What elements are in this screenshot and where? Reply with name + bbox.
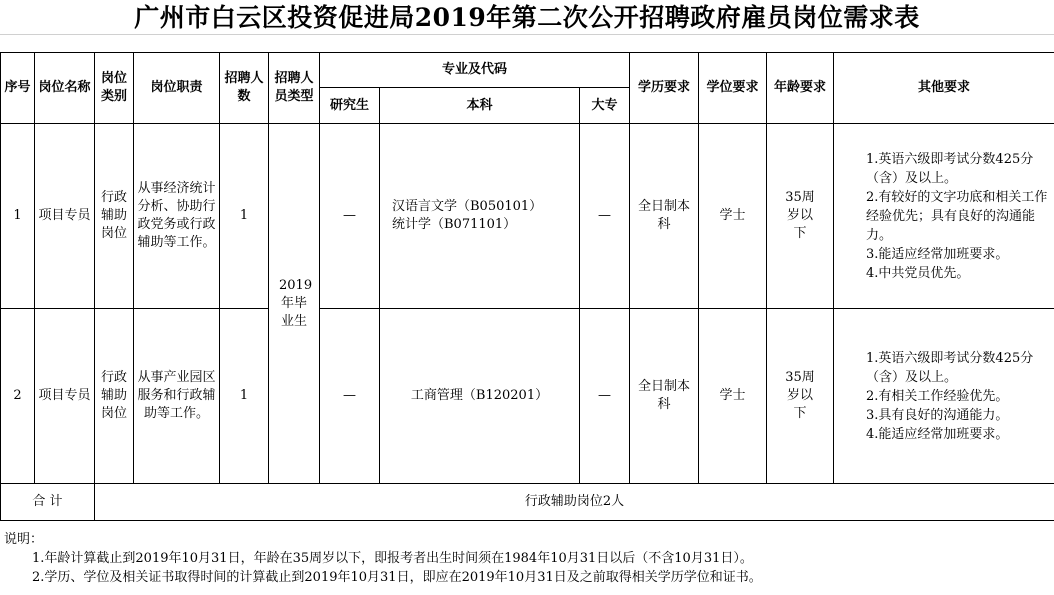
header-recruit-type: 招聘人员类型 — [269, 53, 320, 124]
header-seq: 序号 — [1, 53, 35, 124]
major-item: 工商管理（B120201） — [410, 388, 549, 403]
major-item: 统计学（B071101） — [392, 217, 517, 232]
header-college: 大专 — [580, 88, 630, 124]
cell-duty: 从事产业园区服务和行政辅助等工作。 — [134, 309, 220, 484]
header-graduate: 研究生 — [320, 88, 380, 124]
cell-degree: 学士 — [699, 124, 767, 309]
cell-other-requirements — [834, 309, 1054, 484]
cell-age: 35周岁以下 — [767, 309, 834, 484]
page-title: 广州市白云区投资促进局2019年第二次公开招聘政府雇员岗位需求表 — [134, 3, 920, 32]
cell-bachelor-majors — [380, 124, 580, 309]
cell-graduate: — — [320, 309, 380, 484]
requirement-line: 1.英语六级即考试分数425分（含）及以上。 — [866, 350, 1034, 385]
requirement-line: 4.中共党员优先。 — [866, 265, 970, 281]
header-other: 其他要求 — [834, 53, 1054, 124]
cell-seq: 1 — [1, 124, 35, 309]
requirement-line: 3.能适应经常加班要求。 — [866, 246, 1009, 262]
cell-position-type: 行政辅助岗位 — [95, 309, 134, 484]
total-value: 行政辅助岗位2人 — [95, 484, 1054, 521]
cell-education: 全日制本科 — [630, 309, 699, 484]
header-bachelor: 本科 — [380, 88, 580, 124]
cell-position-name: 项目专员 — [35, 309, 95, 484]
table-row — [1, 124, 1054, 309]
header-degree: 学位要求 — [699, 53, 767, 124]
total-label: 合 计 — [1, 484, 95, 521]
cell-count: 1 — [220, 309, 269, 484]
cell-position-type: 行政辅助岗位 — [95, 124, 134, 309]
header-position-name: 岗位名称 — [35, 53, 95, 124]
spreadsheet-gridline — [0, 34, 1054, 53]
cell-age: 35周岁以下 — [767, 124, 834, 309]
note-line: 2.学历、学位及相关证书取得时间的计算截止到2019年10月31日，即应在2019年10月31日及之前取得相关学历学位和证书。 — [32, 570, 762, 585]
cell-bachelor-majors — [380, 309, 580, 484]
cell-graduate: — — [320, 124, 380, 309]
note-line: 1.年龄计算截止到2019年10月31日，年龄在35周岁以下，即报考者出生时间须在1984年10月31日以后（不含10月31日）。 — [32, 551, 753, 566]
requirements-table — [0, 52, 1054, 521]
total-row — [1, 484, 1054, 521]
header-position-type: 岗位类别 — [95, 53, 134, 124]
header-age: 年龄要求 — [767, 53, 834, 124]
header-row-1 — [1, 53, 1054, 88]
table-row — [1, 309, 1054, 484]
cell-education: 全日制本科 — [630, 124, 699, 309]
requirement-line: 4.能适应经常加班要求。 — [866, 426, 1009, 442]
header-major-group: 专业及代码 — [320, 53, 630, 88]
cell-duty: 从事经济统计分析、协助行政党务或行政辅助等工作。 — [134, 124, 220, 309]
cell-college: — — [580, 124, 630, 309]
header-count: 招聘人数 — [220, 53, 269, 124]
cell-other-requirements — [834, 124, 1054, 309]
notes-label: 说明： — [4, 532, 44, 547]
cell-recruit-type: 2019年毕业生 — [269, 124, 320, 484]
requirement-line: 2.有较好的文字功底和相关工作经验优先；具有良好的沟通能力。 — [866, 189, 1048, 243]
notes-section — [4, 530, 1050, 587]
header-duty: 岗位职责 — [134, 53, 220, 124]
cell-college: — — [580, 309, 630, 484]
cell-degree: 学士 — [699, 309, 767, 484]
major-item: 汉语言文学（B050101） — [392, 199, 543, 214]
requirement-line: 1.英语六级即考试分数425分（含）及以上。 — [866, 151, 1034, 186]
cell-position-name: 项目专员 — [35, 124, 95, 309]
cell-count: 1 — [220, 124, 269, 309]
requirement-line: 2.有相关工作经验优先。 — [866, 388, 1009, 404]
requirement-line: 3.具有良好的沟通能力。 — [866, 407, 1009, 423]
header-education: 学历要求 — [630, 53, 699, 124]
cell-seq: 2 — [1, 309, 35, 484]
